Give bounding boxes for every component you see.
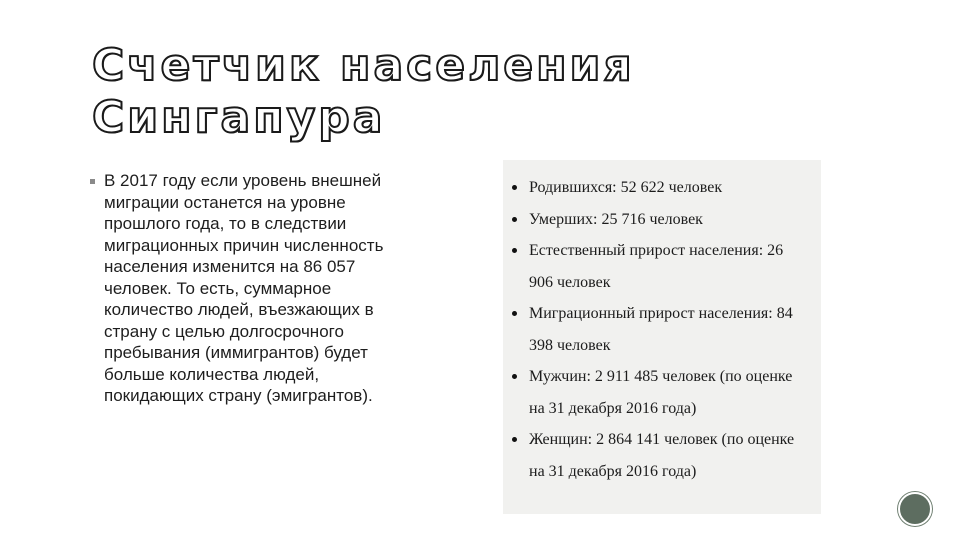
stat-migration-growth-text: Миграционный прирост населения: 84 398 человек	[529, 305, 793, 354]
stat-women	[511, 424, 811, 487]
stat-deaths-text: Умерших: 25 716 человек	[529, 210, 703, 228]
bullet-dot-icon	[512, 437, 517, 442]
square-bullet-icon	[90, 179, 95, 184]
stats-list	[511, 172, 811, 487]
title-line-1: Счетчик населения	[92, 40, 635, 91]
text-column	[86, 170, 404, 407]
body-paragraph	[86, 170, 404, 407]
stat-migration-growth	[511, 298, 811, 361]
bullet-dot-icon	[512, 185, 517, 190]
body-paragraph-text: В 2017 году если уровень внешней миграции останется на уровне прошлого года, то в следствии миграционных причин численность населения изменится на 86 057 человек. То есть, суммарное количество людей, въезжающих в страну с целью долгосрочного пребывания (иммигрантов) будет больше количества людей, покидающих страну (эмигрантов).	[104, 171, 384, 405]
slide-title	[92, 40, 712, 144]
stat-women-text: Женщин: 2 864 141 человек (по оценке на 31 декабря 2016 года)	[529, 431, 795, 480]
bullet-dot-icon	[512, 374, 517, 379]
stat-natural-growth-text: Естественный прирост населения: 26 906 человек	[529, 242, 784, 291]
slide-nav-button[interactable]	[898, 492, 932, 526]
stat-births	[511, 172, 811, 204]
stat-deaths	[511, 204, 811, 236]
title-line-2: Сингапура	[92, 92, 386, 143]
stats-image-panel	[503, 160, 821, 514]
stat-men-text: Мужчин: 2 911 485 человек (по оценке на 31 декабря 2016 года)	[529, 368, 793, 417]
stat-natural-growth	[511, 235, 811, 298]
bullet-dot-icon	[512, 248, 517, 253]
stat-births-text: Родившихся: 52 622 человек	[529, 179, 723, 196]
stat-men	[511, 361, 811, 424]
bullet-dot-icon	[512, 217, 517, 222]
bullet-dot-icon	[512, 311, 517, 316]
